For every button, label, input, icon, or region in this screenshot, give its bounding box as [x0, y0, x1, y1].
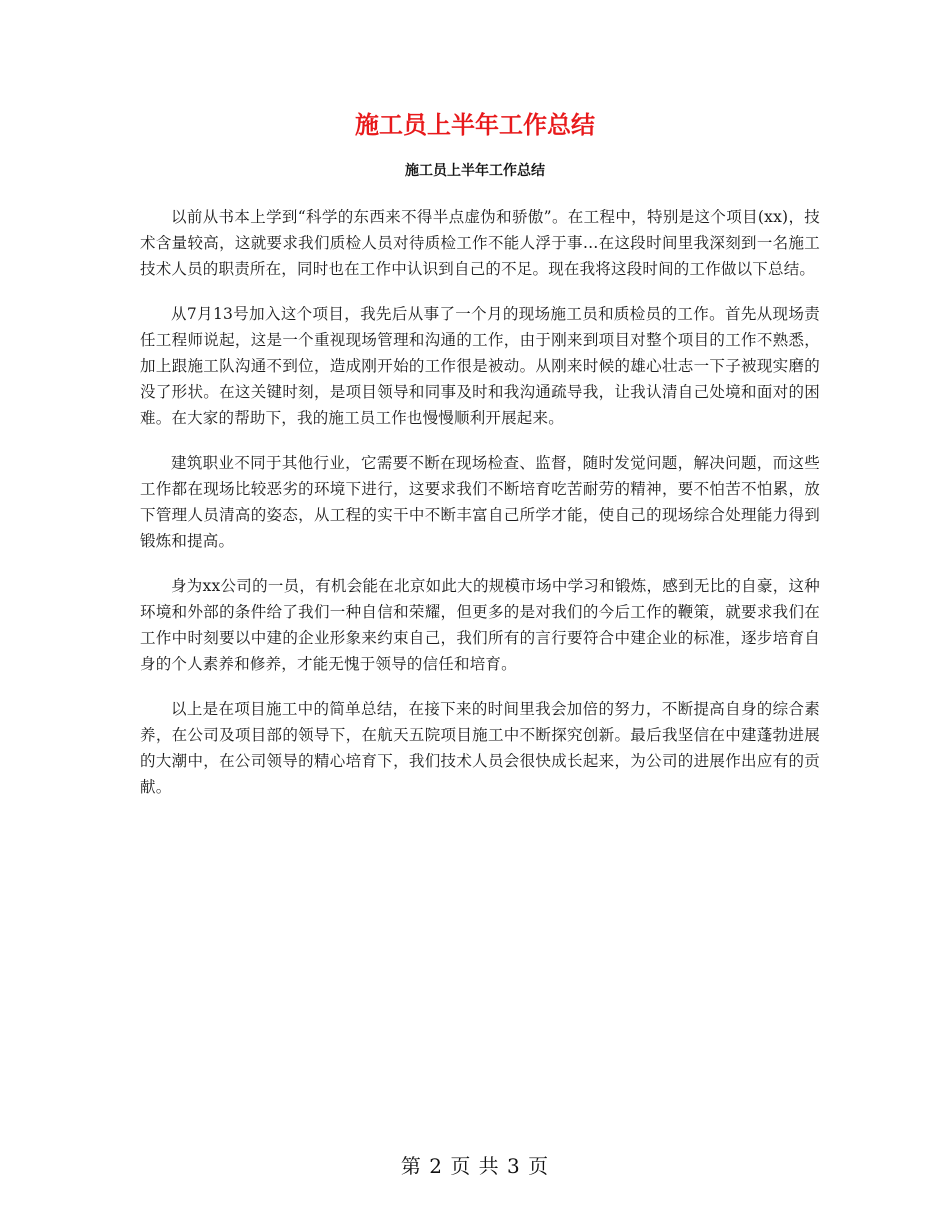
page-number-footer: 第 2 页 共 3 页 [400, 1154, 550, 1178]
document-body [140, 204, 820, 819]
paragraph-industry: 建筑职业不同于其他行业，它需要不断在现场检查、监督，随时发觉问题，解决问题，而这些工作都在现场比较恶劣的环境下进行，这要求我们不断培育吃苦耐劳的精神，要不怕苦不怕累，放下管理人员清高的姿态，从工程的实干中不断丰富自己所学才能，使自己的现场综合处理能力得到锻炼和提高。 [140, 454, 820, 550]
paragraph-experience: 从7月13号加入这个项目，我先后从事了一个月的现场施工员和质检员的工作。首先从现场责任工程师说起，这是一个重视现场管理和沟通的工作，由于刚来到项目对整个项目的工作不熟悉，加上跟施工队沟通不到位，造成刚开始的工作很是被动。从刚来时候的雄心壮志一下子被现实磨的没了形状。在这关键时刻，是项目领导和同事及时和我沟通疏导我，让我认清自己处境和面对的困难。在大家的帮助下，我的施工员工作也慢慢顺利开展起来。 [140, 305, 820, 427]
paragraph-intro: 以前从书本上学到“科学的东西来不得半点虚伪和骄傲”。在工程中，特别是这个项目(xx)，技术含量较高，这就要求我们质检人员对待质检工作不能人浮于事…在这段时间里我深刻到一名施工技术人员的职责所在，同时也在工作中认识到自己的不足。现在我将这段时间的工作做以下总结。 [140, 208, 820, 278]
document-subtitle: 施工员上半年工作总结 [405, 163, 545, 179]
document-title: 施工员上半年工作总结 [355, 111, 595, 139]
paragraph-conclusion: 以上是在项目施工中的简单总结，在接下来的时间里我会加倍的努力，不断提高自身的综合素养，在公司及项目部的领导下，在航天五院项目施工中不断探究创新。最后我坚信在中建蓬勃进展的大潮中，在公司领导的精心培育下，我们技术人员会很快成长起来，为公司的进展作出应有的贡献。 [140, 700, 820, 796]
paragraph-company: 身为xx公司的一员，有机会能在北京如此大的规模市场中学习和锻炼，感到无比的自豪，这种环境和外部的条件给了我们一种自信和荣耀，但更多的是对我们的今后工作的鞭策，就要求我们在工作中时刻要以中建的企业形象来约束自己，我们所有的言行要符合中建企业的标准，逐步培育自身的个人素养和修养，才能无愧于领导的信任和培育。 [140, 577, 820, 673]
